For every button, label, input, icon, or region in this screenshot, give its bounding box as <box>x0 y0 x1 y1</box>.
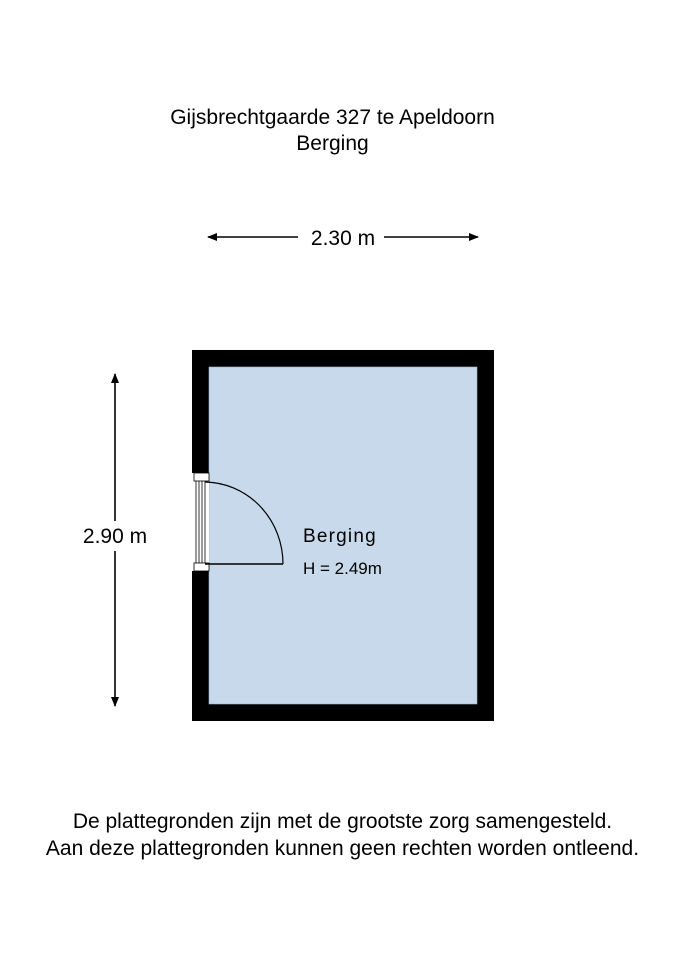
depth-dimension <box>76 374 154 706</box>
depth-label: 2.90 m <box>82 525 148 548</box>
disclaimer <box>0 808 685 862</box>
disclaimer-line-1: De plattegronden zijn met de grootste zorg samengesteld. <box>72 810 613 833</box>
floor-name: Berging <box>296 132 369 155</box>
disclaimer-line-2: Aan deze plattegronden kunnen geen rechten worden ontleend. <box>45 837 640 860</box>
door-opening <box>192 473 209 571</box>
address-title: Gijsbrechtgaarde 327 te Apeldoorn <box>170 106 495 129</box>
room-height: H = 2.49m <box>303 559 382 578</box>
room-berging <box>192 350 494 721</box>
width-label: 2.30 m <box>310 227 376 250</box>
width-dimension <box>208 227 478 250</box>
room-name: Berging <box>303 526 377 547</box>
